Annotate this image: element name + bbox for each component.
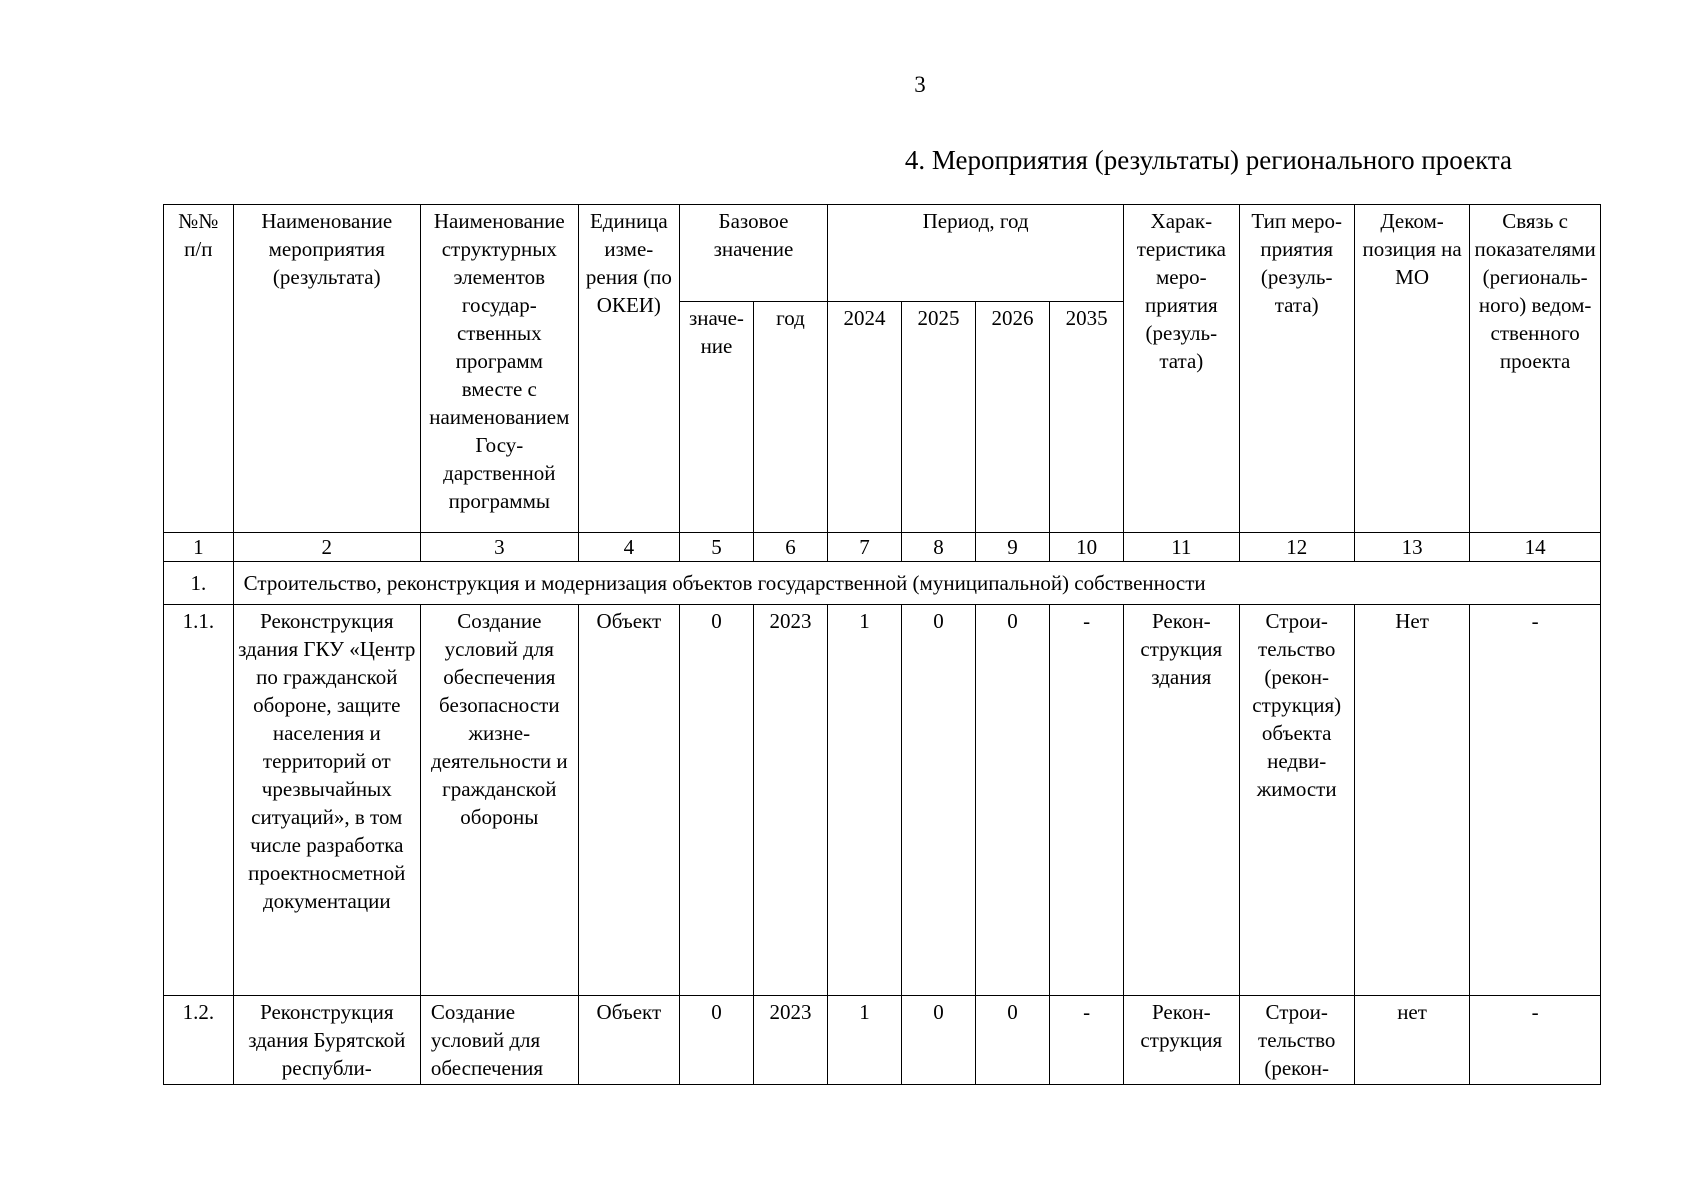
column-number: 11	[1124, 533, 1239, 562]
table-row	[164, 996, 1601, 1085]
column-number-row	[164, 533, 1601, 562]
header-base: Базовое значение	[679, 205, 827, 302]
header-type: Тип мероприятия (результата)	[1239, 205, 1354, 533]
header-name: Наименование мероприятия (результата)	[233, 205, 420, 533]
row-unit: Объект	[578, 996, 679, 1085]
header-2026: 2026	[976, 302, 1050, 533]
column-number: 10	[1050, 533, 1124, 562]
column-number: 8	[902, 533, 976, 562]
row-2026: 0	[976, 605, 1050, 996]
section-row	[164, 562, 1601, 605]
header-num: №№ п/п	[164, 205, 234, 533]
column-number: 12	[1239, 533, 1354, 562]
column-number: 14	[1470, 533, 1601, 562]
column-number: 9	[976, 533, 1050, 562]
row-2035: -	[1050, 605, 1124, 996]
row-2024: 1	[828, 605, 902, 996]
section-title: Строительство, реконструкция и модернизация объектов государственной (муниципальной) собственности	[233, 562, 1600, 605]
row-2025: 0	[902, 996, 976, 1085]
column-number: 1	[164, 533, 234, 562]
row-2035: -	[1050, 996, 1124, 1085]
row-struct: Создание условий для обеспечения безопасности жизнедеятельности и гражданской обороны	[420, 605, 578, 996]
header-unit: Единица измерения (по ОКЕИ)	[578, 205, 679, 533]
table-row	[164, 605, 1601, 996]
header-row	[164, 205, 1601, 302]
row-type: Строительство (рекон-	[1239, 996, 1354, 1085]
header-link: Связь с показателями (регионального) ведомственного проекта	[1470, 205, 1601, 533]
header-period: Период, год	[828, 205, 1124, 302]
row-char: Реконструкция	[1124, 996, 1239, 1085]
row-struct: Создание условий для обеспечения	[420, 996, 578, 1085]
row-base-value: 0	[679, 605, 753, 996]
header-base-value: значение	[679, 302, 753, 533]
row-char: Реконструкция здания	[1124, 605, 1239, 996]
row-link: -	[1470, 605, 1601, 996]
header-decomp: Декомпозиция на МО	[1354, 205, 1469, 533]
section-number: 1.	[164, 562, 234, 605]
row-2024: 1	[828, 996, 902, 1085]
column-number: 6	[753, 533, 827, 562]
row-link: -	[1470, 996, 1601, 1085]
row-base-year: 2023	[753, 605, 827, 996]
row-name: Реконструкция здания ГКУ «Центр по гражданской обороне, защите населения и территорий от чрезвычайных ситуаций», в том числе разработка проектносметной документации	[233, 605, 420, 996]
row-type: Строительство (реконструкция) объекта недвижимости	[1239, 605, 1354, 996]
column-number: 5	[679, 533, 753, 562]
column-number: 13	[1354, 533, 1469, 562]
row-decomp: Нет	[1354, 605, 1469, 996]
header-2024: 2024	[828, 302, 902, 533]
row-2025: 0	[902, 605, 976, 996]
page-title: 4. Мероприятия (результаты) регионального проекта	[904, 145, 1512, 175]
row-decomp: нет	[1354, 996, 1469, 1085]
header-base-year: год	[753, 302, 827, 533]
row-num: 1.2.	[164, 996, 234, 1085]
column-number: 4	[578, 533, 679, 562]
row-2026: 0	[976, 996, 1050, 1085]
row-num: 1.1.	[164, 605, 234, 996]
row-base-year: 2023	[753, 996, 827, 1085]
header-struct: Наименование структурных элементов государственных программ вместе с наименованием Государственной программы	[420, 205, 578, 533]
column-number: 3	[420, 533, 578, 562]
column-number: 2	[233, 533, 420, 562]
row-name: Реконструкция здания Бурятской республи-	[233, 996, 420, 1085]
header-2025: 2025	[902, 302, 976, 533]
column-number: 7	[828, 533, 902, 562]
header-2035: 2035	[1050, 302, 1124, 533]
activities-table	[163, 204, 1601, 1085]
header-char: Характеристика мероприятия (результата)	[1124, 205, 1239, 533]
row-base-value: 0	[679, 996, 753, 1085]
row-unit: Объект	[578, 605, 679, 996]
page-number: 3	[914, 72, 926, 97]
